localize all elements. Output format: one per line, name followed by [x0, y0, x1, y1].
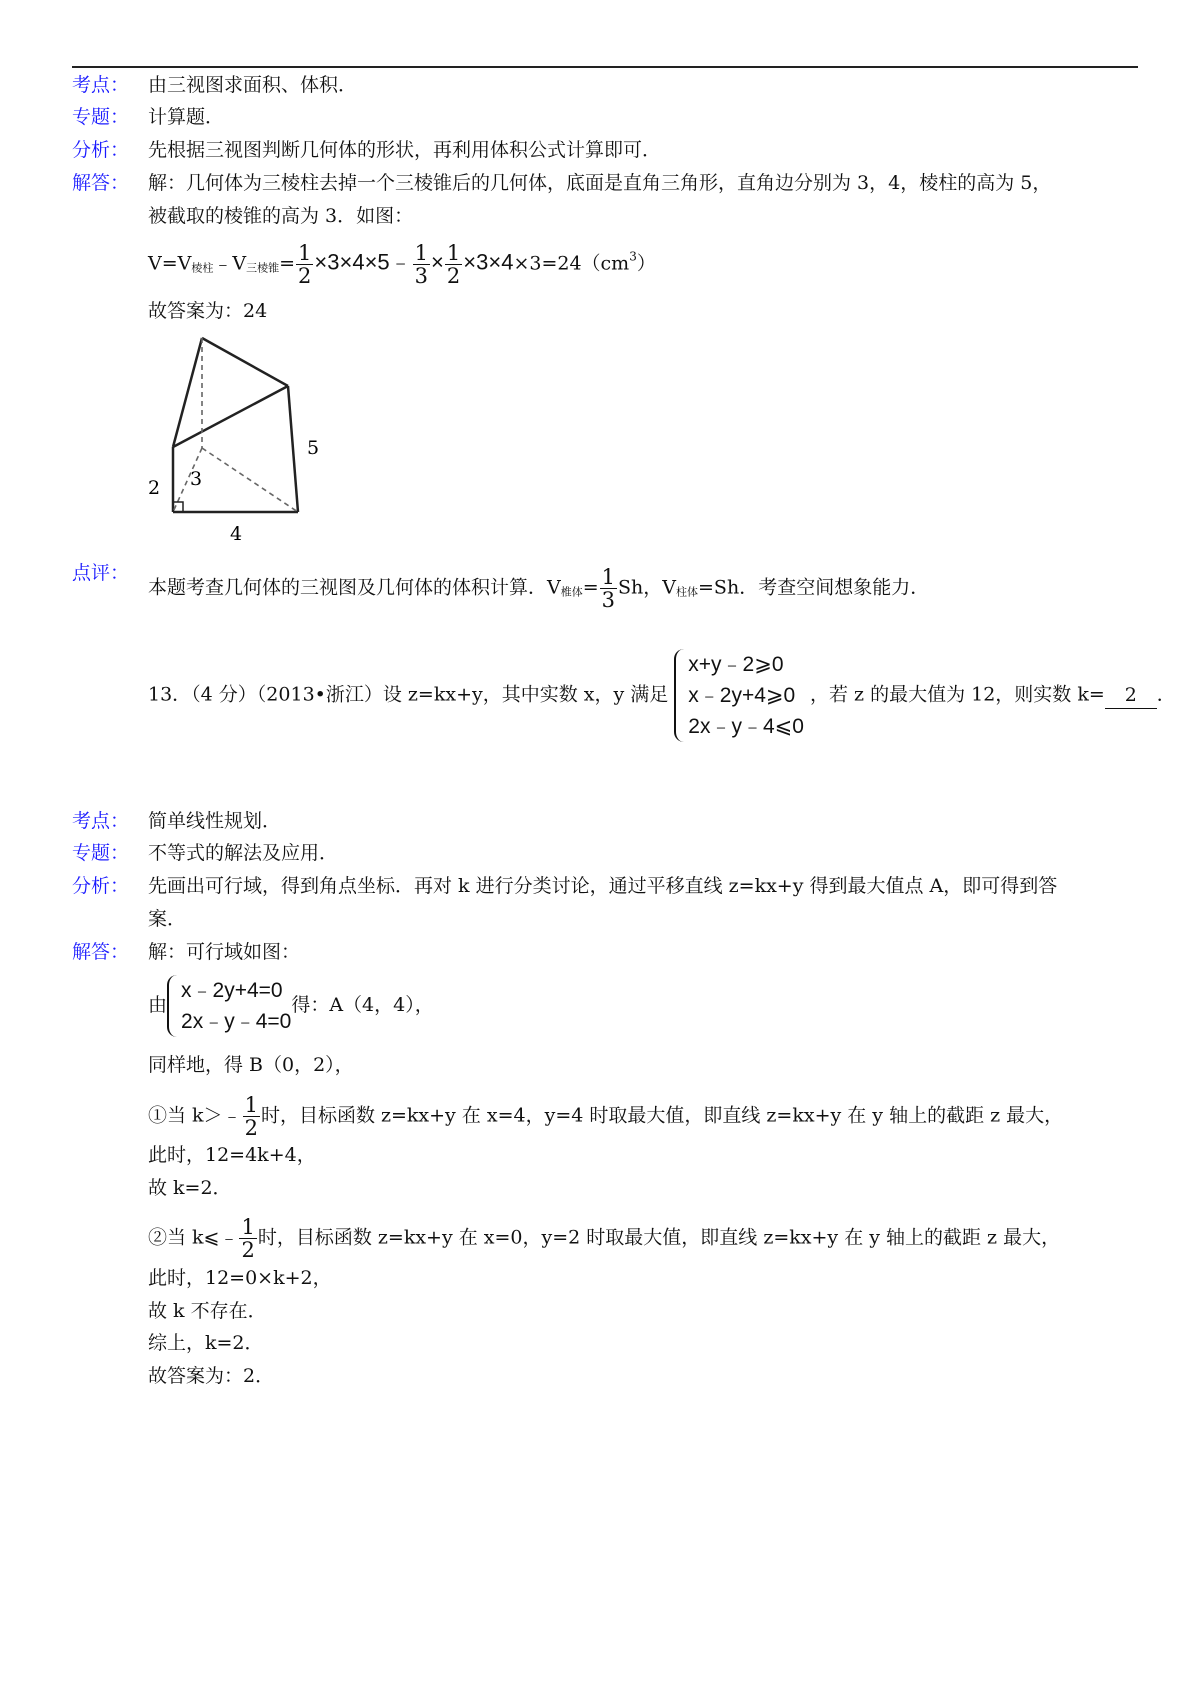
q12-volume-formula [148, 242, 656, 287]
q13-stem-end: ． [1156, 683, 1176, 706]
dianping-mid: Sh，V [618, 576, 677, 599]
brace-icon-2 [167, 975, 181, 1037]
constraint-1: x+y﹣2⩾0 [688, 653, 784, 676]
q13-jieda-line1: 解：可行域如图： [148, 941, 301, 963]
label-jieda-2: 解答： [72, 941, 130, 963]
formula-times: × [431, 249, 444, 275]
q12-zhuanti: 计算题． [148, 106, 225, 128]
q13-conclusion: 综上，k=2． [148, 1332, 264, 1354]
prism-figure [140, 330, 340, 540]
dianping-pre: 本题考查几何体的三视图及几何体的体积计算．V [148, 576, 561, 599]
fraction-one-half: $\frac{1}{2}$ [298, 241, 312, 288]
formula-mid1: ×3×4×5﹣ [314, 249, 412, 275]
q13-fenxi-line2: 案． [148, 908, 187, 930]
dianping-sub-cone: 椎体 [560, 585, 583, 599]
q13-kaodian: 简单线性规划． [148, 810, 282, 832]
formula-sub-pyramid: 三棱锥 [246, 261, 280, 275]
figure-label-height: 5 [307, 437, 320, 459]
equation-2: 2x﹣y﹣4=0 [181, 1010, 292, 1033]
top-rule [72, 66, 1138, 68]
q13-zhuanti: 不等式的解法及应用． [148, 842, 339, 864]
formula-lead: V=V [148, 252, 192, 275]
label-kaodian-2: 考点： [72, 810, 130, 832]
case2-pre: ②当 k⩽﹣ [148, 1226, 239, 1249]
edge-cut [173, 386, 288, 447]
q13-case2 [148, 1216, 1060, 1261]
q13-constraint-system [674, 649, 804, 742]
case2-post: 时，目标函数 z=kx+y 在 x=0，y=2 时取最大值，即直线 z=kx+y 在 y 轴上的截距 z 最大， [257, 1226, 1061, 1249]
point-a-result: 得：A（4，4）， [291, 994, 434, 1016]
q12-dianping [148, 566, 929, 611]
label-zhuanti-1: 专题： [72, 106, 130, 128]
q13-stem [148, 649, 1176, 742]
formula-mid2: ×3×4 [463, 249, 514, 275]
figure-label-side: 2 [148, 477, 161, 499]
fraction-one-third: $\frac{1}{3}$ [414, 241, 429, 288]
q13-equation-system [167, 975, 291, 1037]
label-fenxi-1: 分析： [72, 139, 130, 161]
formula-sup: 3 [629, 249, 637, 264]
equation-1: x﹣2y+4=0 [181, 979, 283, 1002]
hidden-edge-right [202, 448, 298, 512]
q13-answer: 故答案为：2． [148, 1365, 275, 1387]
you-text: 由 [148, 994, 168, 1016]
constraint-2: x﹣2y+4⩾0 [688, 684, 796, 707]
constraint-3: 2x﹣y﹣4⩽0 [688, 715, 804, 738]
case1-fraction: $\frac{1}{2}$ [244, 1093, 258, 1140]
label-jieda-1: 解答： [72, 172, 130, 194]
q13-stem-pre: 13．（4 分）（2013•浙江）设 z=kx+y，其中实数 x，y 满足 [148, 683, 669, 706]
figure-label-base: 4 [230, 523, 243, 540]
formula-minus: ﹣V [213, 252, 247, 275]
q13-case1 [148, 1094, 1063, 1139]
label-kaodian-1: 考点： [72, 74, 130, 96]
dianping-sub-prism: 柱体 [676, 585, 699, 599]
case1-pre: ①当 k＞﹣ [148, 1104, 242, 1127]
q12-fenxi: 先根据三视图判断几何体的形状，再利用体积公式计算即可． [148, 139, 662, 161]
q13-stem-post: ，若 z 的最大值为 12，则实数 k= [809, 683, 1105, 706]
formula-close: ） [636, 252, 656, 275]
q12-kaodian: 由三视图求面积、体积． [148, 74, 358, 96]
q13-case2-line2: 此时，12=0×k+2， [148, 1267, 332, 1289]
q13-answer-blank: 2 [1105, 682, 1157, 709]
q13-system-solve [148, 975, 434, 1037]
edge-left-slant [173, 338, 202, 447]
q13-fenxi-line1: 先画出可行域，得到角点坐标．再对 k 进行分类讨论，通过平移直线 z=kx+y 得到最大值点 A，即可得到答 [148, 875, 1058, 897]
q12-jieda-line2: 被截取的棱锥的高为 3．如图： [148, 205, 414, 227]
dianping-eq: = [582, 576, 599, 599]
fraction-dianping: $\frac{1}{3}$ [601, 565, 616, 612]
case1-post: 时，目标函数 z=kx+y 在 x=4，y=4 时取最大值，即直线 z=kx+y 在 y 轴上的截距 z 最大， [260, 1104, 1064, 1127]
q12-jieda-line1: 解：几何体为三棱柱去掉一个三棱锥后的几何体，底面是直角三角形，直角边分别为 3，4，棱柱的高为 5， [148, 172, 1052, 194]
formula-tail: ×3=24（cm [513, 252, 630, 275]
dianping-post: =Sh．考查空间想象能力． [698, 576, 930, 599]
edge-top [202, 338, 288, 386]
label-fenxi-2: 分析： [72, 875, 130, 897]
figure-label-depth: 3 [190, 468, 203, 490]
q12-answer: 故答案为：24 [148, 300, 268, 322]
label-dianping-1: 点评： [72, 562, 130, 584]
fraction-one-half-2: $\frac{1}{2}$ [446, 241, 461, 288]
brace-icon [674, 649, 688, 742]
formula-eq: = [279, 252, 296, 275]
edge-right [288, 386, 298, 512]
q13-point-b: 同样地，得 B（0，2）， [148, 1054, 354, 1076]
label-zhuanti-2: 专题： [72, 842, 130, 864]
formula-sub-prism: 棱柱 [191, 261, 214, 275]
q13-case1-line3: 故 k=2． [148, 1177, 232, 1199]
q13-case2-line3: 故 k 不存在． [148, 1300, 267, 1322]
q13-case1-line2: 此时，12=4k+4， [148, 1144, 316, 1166]
case2-fraction: $\frac{1}{2}$ [241, 1215, 255, 1262]
